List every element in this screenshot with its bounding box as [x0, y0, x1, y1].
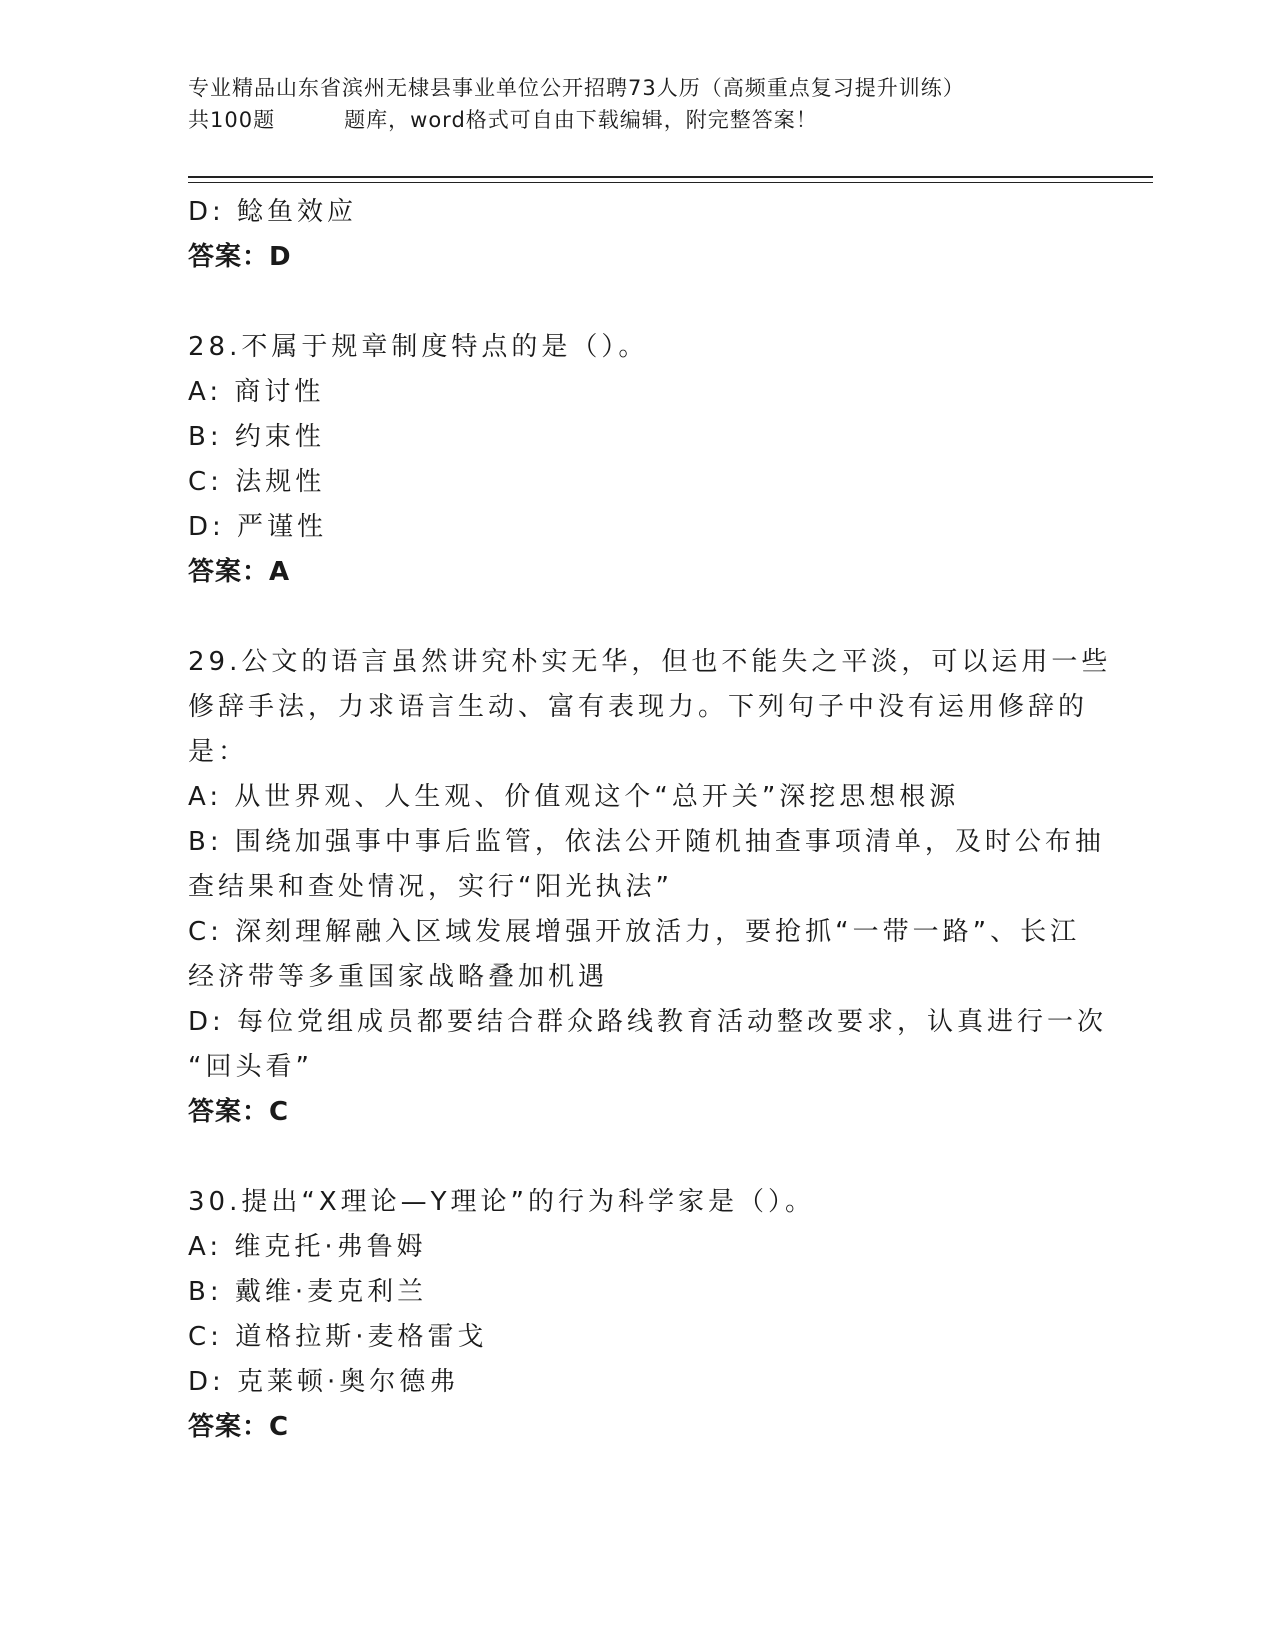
option-a: [188, 1225, 1088, 1270]
option-c: C: 深刻理解融入区域发展增强开放活力，要抢抓“一带一路”、长江: [188, 917, 1081, 947]
option-label: D:: [188, 197, 225, 227]
header-subtitle-line: 共100题 题库，word格式可自由下载编辑，附完整答案！: [188, 108, 818, 132]
option-b: B: 围绕加强事中事后监管，依法公开随机抽查事项清单，及时公布抽: [188, 827, 1105, 857]
option-text: 约束性: [234, 422, 325, 452]
option-text: 商讨性: [234, 377, 325, 407]
question-list: [188, 190, 1112, 1450]
option-label: B:: [188, 422, 223, 452]
question-stem-line: 29.公文的语言虽然讲究朴实无华，但也不能失之平淡，可以运用一些: [188, 647, 1112, 677]
page-header: [188, 72, 1088, 136]
option-label: D:: [188, 1367, 225, 1397]
header-divider-thick: [188, 176, 1153, 178]
option-c: [188, 460, 1088, 505]
option-label: A:: [188, 377, 223, 407]
option-d: [188, 190, 1088, 235]
option-text: 道格拉斯·麦格雷戈: [235, 1322, 488, 1352]
question-stem: 30.提出“X理论—Y理论”的行为科学家是（）。: [188, 1187, 815, 1217]
option-text: 戴维·麦克利兰: [234, 1277, 428, 1307]
question-stem-line: 修辞手法，力求语言生动、富有表现力。下列句子中没有运用修辞的: [188, 692, 1089, 722]
option-c-continuation: 经济带等多重国家战略叠加机遇: [188, 962, 609, 992]
answer-line: 答案：A: [188, 557, 291, 587]
option-d-continuation: “回头看”: [188, 1052, 313, 1082]
option-b: [188, 1270, 1088, 1315]
option-b: [188, 415, 1088, 460]
header-title-line: 专业精品山东省滨州无棣县事业单位公开招聘73人历（高频重点复习提升训练）: [188, 76, 965, 100]
option-text: 维克托·弗鲁姆: [234, 1232, 427, 1262]
option-text: 鲶鱼效应: [237, 197, 358, 227]
option-d: [188, 505, 1088, 550]
option-b-continuation: 查结果和查处情况，实行“阳光执法”: [188, 872, 673, 902]
answer-line: 答案：D: [188, 242, 292, 272]
option-label: D:: [188, 512, 225, 542]
option-d: [188, 1360, 1088, 1405]
option-c: [188, 1315, 1088, 1360]
option-text: 严谨性: [237, 512, 328, 542]
answer-line: 答案：C: [188, 1097, 290, 1127]
header-divider-thin: [188, 182, 1153, 183]
question-stem: 28.不属于规章制度特点的是（）。: [188, 332, 649, 362]
option-a: [188, 370, 1088, 415]
question-stem-line: 是：: [188, 737, 249, 767]
option-label: A:: [188, 1232, 223, 1262]
option-text: 法规性: [235, 467, 326, 497]
option-label: C:: [188, 467, 223, 497]
option-label: B:: [188, 1277, 223, 1307]
answer-line: 答案：C: [188, 1412, 290, 1442]
option-d: D: 每位党组成员都要结合群众路线教育活动整改要求，认真进行一次: [188, 1007, 1108, 1037]
option-a: A: 从世界观、人生观、价值观这个“总开关”深挖思想根源: [188, 782, 960, 812]
option-text: 克莱顿·奥尔德弗: [237, 1367, 460, 1397]
option-label: C:: [188, 1322, 223, 1352]
